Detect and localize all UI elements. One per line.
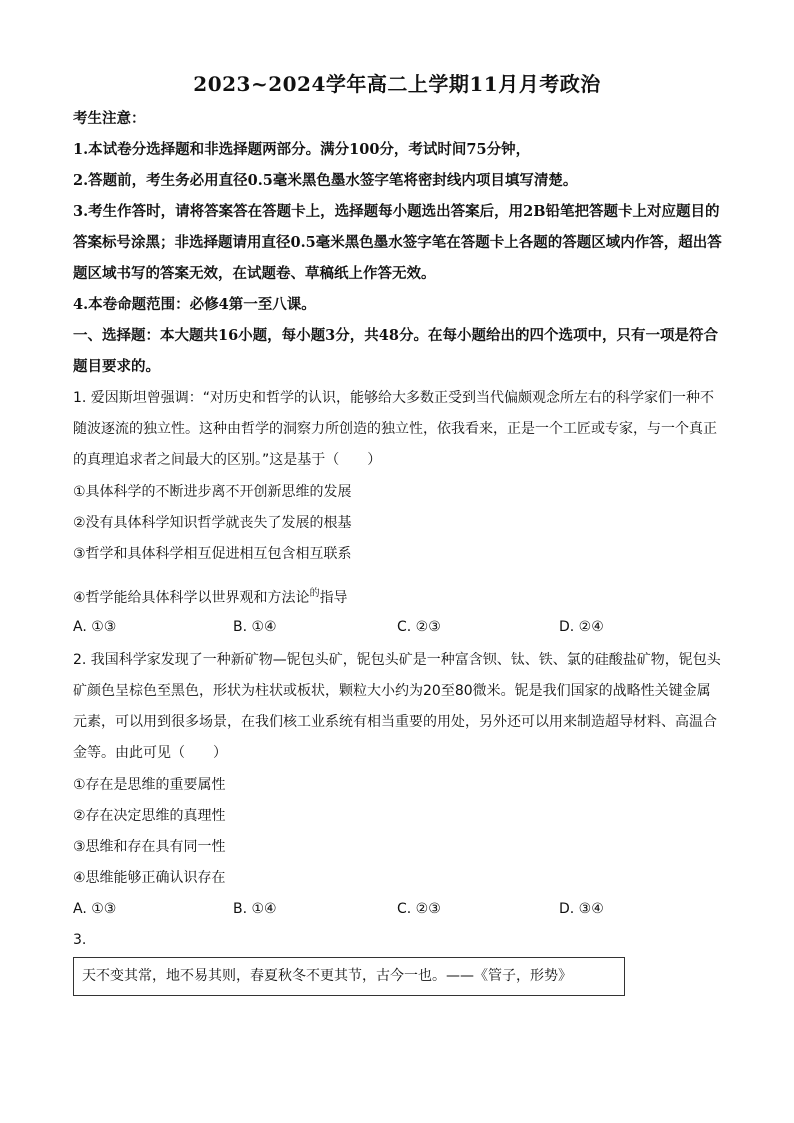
q2-statement-4: ④思维能够正确认识存在 <box>73 870 226 886</box>
q1-option-a[interactable]: A. ①③ <box>73 619 117 635</box>
notice-item-3: 3.考生作答时，请将答案答在答题卡上，选择题每小题选出答案后，用2B铅笔把答题卡上对应题目的答案标号涂黑；非选择题请用直径0.5毫米黑色墨水签字笔在答题卡上各题的答题区域内作答，超出答题区域书写的答案无效，在试题卷、草稿纸上作答无效。 <box>73 203 722 282</box>
q1-statement-3: ③哲学和具体科学相互促进相互包含相互联系 <box>73 546 352 562</box>
notice-item-4: 4.本卷命题范围：必修4第一至八课。 <box>73 296 316 313</box>
q2-options <box>73 894 723 925</box>
q2-option-c[interactable]: C. ②③ <box>397 901 441 917</box>
q1-options <box>73 612 723 643</box>
q2-statement-2: ②存在决定思维的真理性 <box>73 808 226 824</box>
q1-statement-4-tail: 指导 <box>319 590 348 606</box>
q1-statement-1: ①具体科学的不断进步离不开创新思维的发展 <box>73 484 352 500</box>
section-heading: 一、选择题：本大题共16小题，每小题3分，共48分。在每小题给出的四个选项中，只有一项是符合题目要求的。 <box>73 327 718 375</box>
q1-statement-4 <box>73 578 723 614</box>
notice-item-2: 2.答题前，考生务必用直径0.5毫米黑色墨水签字笔将密封线内项目填写清楚。 <box>73 172 578 189</box>
q1-option-b[interactable]: B. ①④ <box>233 619 277 635</box>
q2-statement-3: ③思维和存在具有同一性 <box>73 839 226 855</box>
q3-number: 3. <box>73 932 87 948</box>
q1-statement-2: ②没有具体科学知识哲学就丧失了发展的根基 <box>73 515 352 531</box>
q1-statement-4-text: ④哲学能给具体科学以世界观和方法论 <box>73 590 310 606</box>
q2-option-d[interactable]: D. ③④ <box>559 901 604 917</box>
q2-stem: 2. 我国科学家发现了一种新矿物—铌包头矿，铌包头矿是一种富含钡、钛、铁、氯的硅酸盐矿物，铌包头矿颜色呈棕色至黑色，形状为柱状或板状，颗粒大小约为20至80微米。铌是我们国家的战略性关键金属元素，可以用到很多场景，在我们核工业系统有相当重要的用处，另外还可以用来制造超导材料、高温合金等。由此可见（ ） <box>73 652 721 761</box>
q1-option-c[interactable]: C. ②③ <box>397 619 441 635</box>
q1-statement-4-sup: 的 <box>309 588 320 599</box>
q3-quote-box: 天不变其常，地不易其则，春夏秋冬不更其节，古今一也。——《管子，形势》 <box>73 957 625 996</box>
q1-stem: 1. 爱因斯坦曾强调：“对历史和哲学的认识，能够给大多数正受到当代偏颇观念所左右的科学家们一种不随波逐流的独立性。这种由哲学的洞察力所创造的独立性，依我看来，正是一个工匠或专家，与一个真正的真理追求者之间最大的区别。”这是基于（ ） <box>73 390 717 468</box>
q2-option-a[interactable]: A. ①③ <box>73 901 117 917</box>
q2-option-b[interactable]: B. ①④ <box>233 901 277 917</box>
q2-statement-1: ①存在是思维的重要属性 <box>73 777 226 793</box>
page-title: 2023~2024学年高二上学期11月月考政治 <box>193 72 601 96</box>
notice-heading: 考生注意： <box>73 110 146 127</box>
notice-item-1: 1.本试卷分选择题和非选择题两部分。满分100分，考试时间75分钟， <box>73 141 531 158</box>
q1-option-d[interactable]: D. ②④ <box>559 619 604 635</box>
